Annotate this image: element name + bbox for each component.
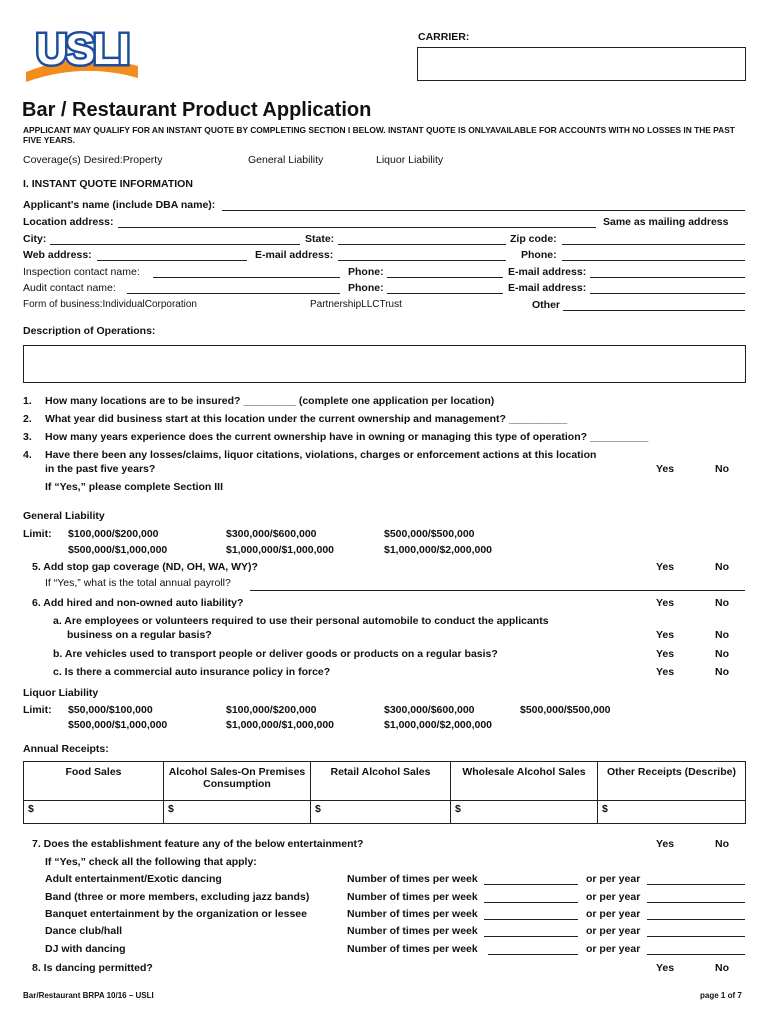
q5-payroll-field[interactable]	[250, 590, 745, 591]
other-field[interactable]	[563, 310, 745, 311]
receipts-food-value[interactable]: $	[24, 801, 164, 824]
coverage-ll[interactable]: Liquor Liability	[376, 154, 444, 166]
ll-limit-option[interactable]: $500,000/$1,000,000	[68, 719, 168, 731]
desc-ops-field[interactable]	[23, 345, 746, 383]
applicant-label: Applicant's name (include DBA name):	[23, 199, 216, 211]
q6-yes[interactable]: Yes	[656, 597, 675, 609]
per-week-field[interactable]	[484, 884, 578, 885]
carrier-label: CARRIER:	[418, 31, 470, 43]
receipts-col-wholesale: Wholesale Alcohol Sales	[451, 762, 598, 801]
form-of-business-label: Form of business:IndividualCorporation	[23, 299, 197, 310]
gl-limit-label: Limit:	[23, 528, 52, 540]
q6a-text: a. Are employees or volunteers required to use their personal automobile to conduct the applicants	[53, 615, 549, 627]
audit-label: Audit contact name:	[23, 282, 116, 294]
email-label: E-mail address:	[255, 249, 334, 261]
q6b-no[interactable]: No	[715, 648, 729, 660]
gl-limit-option[interactable]: $300,000/$600,000	[226, 528, 317, 540]
footer-form-id: Bar/Restaurant BRPA 10/16 – USLI	[23, 991, 154, 1000]
q7-no[interactable]: No	[715, 838, 729, 850]
receipts-other-value[interactable]: $	[598, 801, 746, 824]
section1-heading: I. INSTANT QUOTE INFORMATION	[23, 178, 193, 190]
coverage-gl[interactable]: General Liability	[248, 154, 324, 166]
per-week-field[interactable]	[484, 919, 578, 920]
q5-no[interactable]: No	[715, 561, 729, 573]
per-week-field[interactable]	[484, 902, 578, 903]
per-week-label: Number of times per week	[347, 873, 478, 885]
carrier-field[interactable]	[417, 47, 746, 81]
zip-label: Zip code:	[510, 233, 557, 245]
per-year-label: or per year	[586, 908, 641, 920]
ent-item[interactable]: Adult entertainment/Exotic dancing	[45, 873, 222, 885]
q6a-text-cont: business on a regular basis?	[67, 629, 212, 641]
q6a-no[interactable]: No	[715, 629, 729, 641]
audit-phone-field[interactable]	[387, 293, 503, 294]
receipts-alcohol-on-value[interactable]: $	[164, 801, 311, 824]
q6b-text: b. Are vehicles used to transport people or deliver goods or products on a regular basis?	[53, 648, 498, 660]
q4-number: 4.	[23, 449, 32, 461]
phone-field[interactable]	[562, 260, 745, 261]
receipts-col-alcohol-on: Alcohol Sales-On Premises Consumption	[164, 762, 311, 801]
receipts-col-other: Other Receipts (Describe)	[598, 762, 746, 801]
receipts-col-retail: Retail Alcohol Sales	[311, 762, 451, 801]
per-year-field[interactable]	[647, 954, 745, 955]
q4-text: Have there been any losses/claims, liquor citations, violations, charges or enforcement actions at this location	[45, 449, 597, 461]
per-year-field[interactable]	[647, 936, 745, 937]
q4-yes[interactable]: Yes	[656, 463, 675, 475]
ent-item[interactable]: Banquet entertainment by the organization or lessee	[45, 908, 307, 920]
inspection-email-field[interactable]	[590, 277, 745, 278]
q4-no[interactable]: No	[715, 463, 729, 475]
q1-text: How many locations are to be insured? _________ (complete one application per location)	[45, 395, 495, 407]
inspection-phone-field[interactable]	[387, 277, 503, 278]
ent-item[interactable]: DJ with dancing	[45, 943, 126, 955]
per-year-field[interactable]	[647, 919, 745, 920]
per-year-label: or per year	[586, 925, 641, 937]
receipts-value-row	[24, 801, 746, 824]
q1-number: 1.	[23, 395, 32, 407]
per-week-label: Number of times per week	[347, 891, 478, 903]
per-year-label: or per year	[586, 943, 641, 955]
q4-text-cont: in the past five years?	[45, 463, 156, 475]
q8-yes[interactable]: Yes	[656, 962, 675, 974]
audit-email-label: E-mail address:	[508, 282, 587, 294]
intro-text: APPLICANT MAY QUALIFY FOR AN INSTANT QUOTE BY COMPLETING SECTION I BELOW. INSTANT QUOTE IS ONLYAVAILABLE FOR ACCOUNTS WITH NO LOSSES IN THE PAST FIVE YEARS.	[23, 125, 735, 145]
q3-text: How many years experience does the current ownership have in owning or managing this type of operation? __________	[45, 431, 649, 443]
q5-payroll-label: If “Yes,” what is the total annual payroll?	[45, 577, 231, 589]
email-field[interactable]	[338, 260, 506, 261]
q6-text: 6. Add hired and non-owned auto liability?	[32, 597, 244, 609]
gl-limit-option[interactable]: $500,000/$1,000,000	[68, 544, 168, 556]
zip-field[interactable]	[562, 244, 745, 245]
q6c-no[interactable]: No	[715, 666, 729, 678]
ll-limit-option[interactable]: $100,000/$200,000	[226, 704, 317, 716]
logo-text: USLI	[35, 25, 129, 74]
per-year-label: or per year	[586, 873, 641, 885]
q8-text: 8. Is dancing permitted?	[32, 962, 153, 974]
page-title: Bar / Restaurant Product Application	[22, 99, 372, 121]
per-week-label: Number of times per week	[347, 908, 478, 920]
receipts-wholesale-value[interactable]: $	[451, 801, 598, 824]
ll-limit-option[interactable]: $500,000/$500,000	[520, 704, 611, 716]
audit-phone-label: Phone:	[348, 282, 384, 294]
ll-limit-option[interactable]: $300,000/$600,000	[384, 704, 475, 716]
per-year-field[interactable]	[647, 902, 745, 903]
ll-heading: Liquor Liability	[23, 687, 99, 699]
web-label: Web address:	[23, 249, 92, 261]
q6c-text: c. Is there a commercial auto insurance policy in force?	[53, 666, 331, 678]
usli-logo	[22, 22, 142, 82]
location-label: Location address:	[23, 216, 114, 228]
gl-limit-option[interactable]: $500,000/$500,000	[384, 528, 475, 540]
state-label: State:	[305, 233, 335, 245]
q3-number: 3.	[23, 431, 32, 443]
gl-limit-option[interactable]: $1,000,000/$1,000,000	[226, 544, 335, 556]
q4-note: If “Yes,” please complete Section III	[45, 481, 223, 493]
inspection-email-label: E-mail address:	[508, 266, 587, 278]
inspection-phone-label: Phone:	[348, 266, 384, 278]
receipts-heading: Annual Receipts:	[23, 743, 109, 755]
desc-ops-label: Description of Operations:	[23, 325, 156, 337]
gl-heading: General Liability	[23, 510, 105, 522]
ll-limit-label: Limit:	[23, 704, 52, 716]
per-year-label: or per year	[586, 891, 641, 903]
q6c-yes[interactable]: Yes	[656, 666, 675, 678]
ent-item[interactable]: Dance club/hall	[45, 925, 123, 937]
ll-limit-option[interactable]: $50,000/$100,000	[68, 704, 153, 716]
per-week-label: Number of times per week	[347, 925, 478, 937]
q6b-yes[interactable]: Yes	[656, 648, 675, 660]
q2-text: What year did business start at this location under the current ownership and management? __________	[45, 413, 568, 425]
q5-text: 5. Add stop gap coverage (ND, OH, WA, WY)?	[32, 561, 258, 573]
other-label: Other	[532, 299, 561, 311]
q8-no[interactable]: No	[715, 962, 729, 974]
coverage-label: Coverage(s) Desired:Property	[23, 154, 163, 166]
audit-email-field[interactable]	[590, 293, 745, 294]
receipts-retail-value[interactable]: $	[311, 801, 451, 824]
per-year-field[interactable]	[647, 884, 745, 885]
q6-no[interactable]: No	[715, 597, 729, 609]
receipts-table	[23, 761, 746, 824]
audit-field[interactable]	[127, 293, 340, 294]
per-week-field[interactable]	[488, 954, 578, 955]
state-field[interactable]	[338, 244, 506, 245]
ent-item[interactable]: Band (three or more members, excluding jazz bands)	[45, 891, 310, 903]
gl-limit-option[interactable]: $1,000,000/$2,000,000	[384, 544, 493, 556]
ll-limit-option[interactable]: $1,000,000/$1,000,000	[226, 719, 335, 731]
q5-yes[interactable]: Yes	[656, 561, 675, 573]
applicant-field[interactable]	[222, 210, 745, 211]
per-week-label: Number of times per week	[347, 943, 478, 955]
q6a-yes[interactable]: Yes	[656, 629, 675, 641]
ll-limit-option[interactable]: $1,000,000/$2,000,000	[384, 719, 493, 731]
q7-yes[interactable]: Yes	[656, 838, 675, 850]
phone-label: Phone:	[521, 249, 557, 261]
same-mailing-label[interactable]: Same as mailing address	[603, 216, 729, 228]
location-field[interactable]	[118, 227, 596, 228]
receipts-header-row	[24, 762, 746, 801]
city-field[interactable]	[50, 244, 300, 245]
inspection-field[interactable]	[153, 277, 340, 278]
per-week-field[interactable]	[484, 936, 578, 937]
web-field[interactable]	[97, 260, 247, 261]
q2-number: 2.	[23, 413, 32, 425]
q7-note: If “Yes,” check all the following that apply:	[45, 856, 257, 868]
q7-text: 7. Does the establishment feature any of the below entertainment?	[32, 838, 364, 850]
gl-limit-option[interactable]: $100,000/$200,000	[68, 528, 159, 540]
inspection-label: Inspection contact name:	[23, 266, 140, 278]
footer-page-number: page 1 of 7	[700, 991, 742, 1000]
receipts-col-food: Food Sales	[24, 762, 164, 801]
form-of-business-options: PartnershipLLCTrust	[310, 299, 402, 310]
city-label: City:	[23, 233, 47, 245]
